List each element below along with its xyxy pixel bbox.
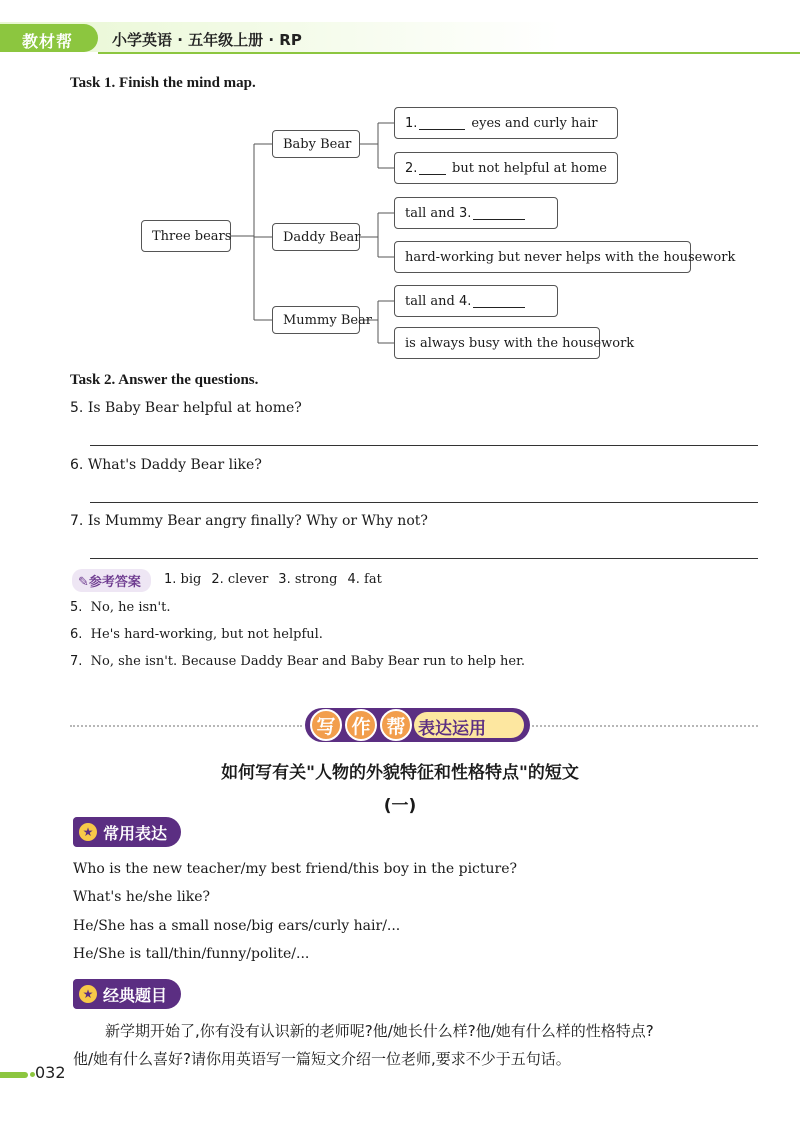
leaf-text: eyes and curly hair bbox=[471, 115, 598, 131]
leaf-text: but not helpful at home bbox=[452, 160, 607, 176]
leaf-number: 2. bbox=[405, 160, 418, 176]
mind-map-root bbox=[141, 220, 231, 252]
branch-baby-bear bbox=[272, 130, 360, 158]
answer-text: fat bbox=[364, 572, 382, 587]
question-text: What's Daddy Bear like? bbox=[87, 457, 262, 473]
branch-label: Daddy Bear bbox=[283, 229, 361, 245]
answer-text: strong bbox=[294, 572, 338, 587]
task-line-2: 他/她有什么喜好?请你用英语写一篇短文介绍一位老师,要求不少于五句话。 bbox=[73, 1050, 571, 1068]
answer-text: big bbox=[180, 572, 202, 587]
article-subtitle: (一) bbox=[383, 796, 417, 816]
question-number: 6. bbox=[70, 457, 84, 473]
answer-4 bbox=[347, 572, 381, 587]
star-icon: ★ bbox=[79, 985, 97, 1003]
fill-blank[interactable] bbox=[473, 295, 525, 308]
answer-line-7[interactable] bbox=[90, 558, 758, 559]
classic-task-tag bbox=[73, 979, 181, 1009]
answer-number: 3. bbox=[278, 572, 291, 587]
task-line-1: 新学期开始了,你有没有认识新的老师呢?他/她长什么样?他/她有什么样的性格特点? bbox=[105, 1022, 654, 1040]
task1-title: Task 1. Finish the mind map. bbox=[70, 75, 256, 91]
article-title: 如何写有关"人物的外貌特征和性格特点"的短文 bbox=[221, 763, 579, 783]
answer-number: 7. bbox=[70, 654, 83, 669]
banner-seal-1: 写 bbox=[310, 709, 342, 741]
leaf-daddy-1 bbox=[394, 197, 558, 229]
branch-daddy-bear bbox=[272, 223, 360, 251]
answer-text: No, he isn't. bbox=[90, 600, 171, 615]
answer-3 bbox=[278, 572, 337, 587]
leaf-number: 4. bbox=[459, 293, 472, 309]
expression-3: He/She has a small nose/big ears/curly hair/... bbox=[73, 918, 401, 934]
fill-blank[interactable] bbox=[419, 162, 446, 175]
question-text: Is Mummy Bear angry finally? Why or Why not? bbox=[87, 513, 428, 529]
leaf-baby-2 bbox=[394, 152, 618, 184]
common-expressions-tag bbox=[73, 817, 181, 847]
leaf-number: 3. bbox=[459, 205, 472, 221]
reference-answer-label bbox=[72, 569, 151, 592]
answer-number: 2. bbox=[211, 572, 224, 587]
answer-number: 4. bbox=[347, 572, 360, 587]
pencil-icon: ✎ bbox=[78, 575, 89, 590]
question-number: 7. bbox=[70, 513, 84, 529]
answer-line-5[interactable] bbox=[90, 445, 758, 446]
fill-blank[interactable] bbox=[419, 117, 465, 130]
leaf-mummy-1 bbox=[394, 285, 558, 317]
banner-seal-2: 作 bbox=[345, 709, 377, 741]
leaf-text: tall and bbox=[405, 293, 455, 309]
expression-1: Who is the new teacher/my best friend/this boy in the picture? bbox=[73, 861, 518, 877]
leaf-text: is always busy with the housework bbox=[405, 335, 635, 351]
star-icon: ★ bbox=[79, 823, 97, 841]
branch-mummy-bear bbox=[272, 306, 373, 334]
section-subtitle: 表达运用 bbox=[418, 719, 486, 739]
divider-right bbox=[532, 725, 758, 727]
answer-5 bbox=[70, 600, 170, 615]
answer-7 bbox=[70, 654, 525, 669]
answer-line-1-4 bbox=[164, 572, 382, 587]
leaf-mummy-2 bbox=[394, 327, 635, 359]
answer-text: No, she isn't. Because Daddy Bear and Baby Bear run to help her. bbox=[90, 654, 526, 669]
tag-label: 经典题目 bbox=[103, 985, 168, 1005]
leaf-text: hard-working but never helps with the housework bbox=[405, 249, 736, 265]
banner-seal-3: 帮 bbox=[380, 709, 412, 741]
reference-answer-text: 参考答案 bbox=[88, 575, 141, 590]
leaf-daddy-2 bbox=[394, 241, 736, 273]
mind-map-connectors bbox=[0, 0, 800, 380]
divider-left bbox=[70, 725, 302, 727]
question-text: Is Baby Bear helpful at home? bbox=[87, 400, 302, 416]
leaf-text: tall and bbox=[405, 205, 455, 221]
question-7 bbox=[70, 513, 428, 529]
page-number: 032 bbox=[35, 1063, 66, 1082]
answer-1 bbox=[164, 572, 201, 587]
page-marker-bar bbox=[0, 1072, 28, 1078]
expression-2: What's he/she like? bbox=[73, 889, 211, 905]
brand-label: 教材帮 bbox=[22, 32, 74, 51]
question-number: 5. bbox=[70, 400, 84, 416]
fill-blank[interactable] bbox=[473, 207, 525, 220]
branch-label: Mummy Bear bbox=[283, 312, 373, 328]
answer-line-6[interactable] bbox=[90, 502, 758, 503]
answer-text: clever bbox=[227, 572, 269, 587]
answer-2 bbox=[211, 572, 268, 587]
answer-6 bbox=[70, 627, 323, 642]
book-title: 小学英语 · 五年级上册 · RP bbox=[112, 31, 302, 49]
answer-text: He's hard-working, but not helpful. bbox=[90, 627, 323, 642]
answer-number: 6. bbox=[70, 627, 83, 642]
branch-label: Baby Bear bbox=[283, 136, 352, 152]
task2-title: Task 2. Answer the questions. bbox=[70, 372, 259, 388]
answer-number: 5. bbox=[70, 600, 83, 615]
question-5 bbox=[70, 400, 302, 416]
expression-4: He/She is tall/thin/funny/polite/... bbox=[73, 946, 310, 962]
leaf-number: 1. bbox=[405, 115, 418, 131]
answer-number: 1. bbox=[164, 572, 177, 587]
question-6 bbox=[70, 457, 262, 473]
leaf-baby-1 bbox=[394, 107, 618, 139]
root-label: Three bears bbox=[152, 228, 232, 244]
tag-label: 常用表达 bbox=[103, 823, 168, 843]
